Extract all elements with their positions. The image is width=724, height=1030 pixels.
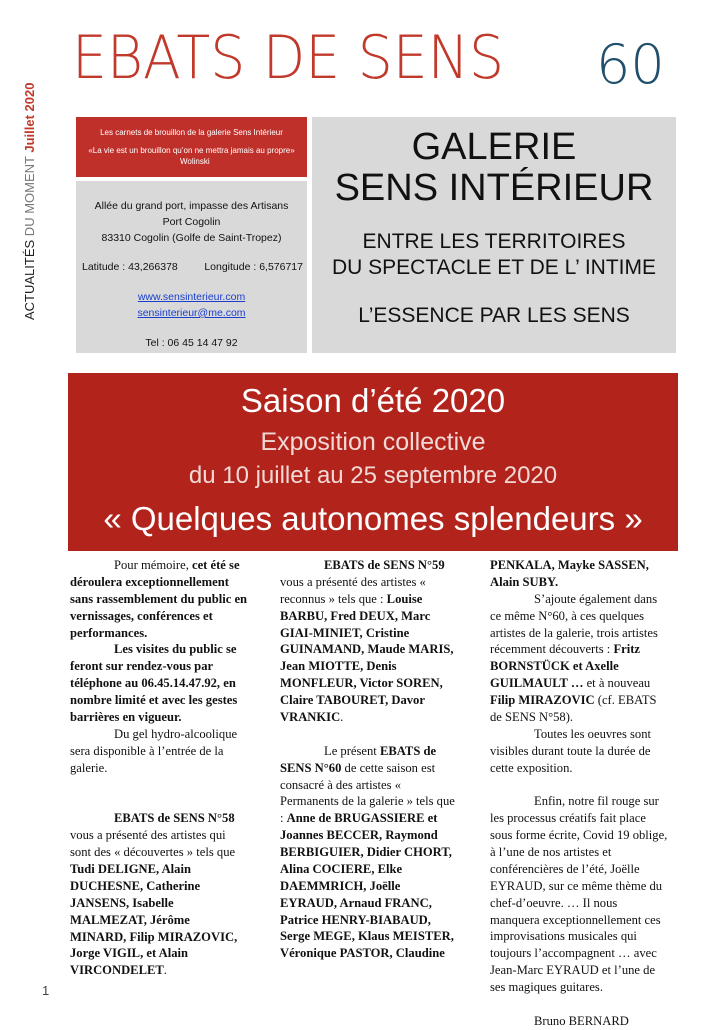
paragraph: Pour mémoire, cet été se déroulera exceptionnellement sans rassemblement du public en vernissages, conférences et performances. bbox=[70, 558, 248, 640]
quote-text: «La vie est un brouillon qu’on ne mettra jamais au propre» bbox=[88, 145, 295, 155]
coordinates bbox=[76, 260, 307, 276]
issue-number: 60 bbox=[596, 33, 665, 96]
paragraph: Le présent EBATS de SENS N°60 de cette saison est consacré à des artistes « Permanents de la galerie » tels que : Anne de BRUGASSIERE et Joannes BECCER, Raymond BERBIGUIER, Didier CHORT, Alina COCIERE, Elke DAEMMRICH, Joëlle EYRAUD, Arnaud FRANC, Patrice HENRY-BIABAUD, Serge MEGE, Klaus MEISTER, Véronique PASTOR, Claudine bbox=[280, 743, 455, 961]
side-label-sub: DU MOMENT bbox=[22, 156, 37, 237]
gallery-tagline: L’ESSENCE PAR LES SENS bbox=[358, 303, 630, 327]
gallery-title-line-1: GALERIE bbox=[411, 126, 577, 168]
paragraph: Enfin, notre fil rouge sur les processus créatifs fait place sous forme écrite, Covid 19 oblige, à l’une de nos artistes et conférencières de l’été, Joëlle EYRAUD, sur ce même thème du chef-d’oeuvre. … Il nous manquera exceptionnellement ces improvisations musicales qui toujours l’accompagnent … avec Jean-Marc EYRAUD et l’une de ses magiques guitares. bbox=[490, 794, 668, 994]
exhibition-banner bbox=[68, 373, 678, 551]
paragraph: Les visites du public se feront sur rendez-vous par téléphone au 06.45.14.47.92, en nombre limité et avec les gestes barrières en vigueur. bbox=[70, 642, 238, 724]
side-label-section: ACTUALITÉS bbox=[22, 239, 37, 320]
paragraph: Du gel hydro-alcoolique sera disponible à l’entrée de la galerie. bbox=[70, 726, 238, 775]
address-line-1: Allée du grand port, impasse des Artisans bbox=[94, 200, 289, 212]
address-line-2: Port Cogolin bbox=[162, 215, 221, 228]
banner-exhibition-name: « Quelques autonomes splendeurs » bbox=[103, 499, 643, 537]
paragraph: vous a présenté des artistes qui sont des « découvertes » tels que Tudi DELIGNE, Alain DUCHESNE, Catherine JANSENS, Isabelle MALMEZAT, Jérôme MINARD, Filip MIRAZOVIC, Jorge VIGIL, et Alain VIRCONDELET. bbox=[70, 828, 238, 978]
paragraph: Toutes les oeuvres sont visibles durant toute la durée de cette exposition. bbox=[490, 726, 651, 775]
paragraph: EBATS de SENS N°59 bbox=[324, 558, 445, 572]
gallery-subtitle-line-1: ENTRE LES TERRITOIRES bbox=[362, 230, 626, 254]
banner-exhibition: Exposition collective bbox=[260, 427, 486, 456]
article-column-1 bbox=[70, 557, 248, 979]
email-link[interactable]: sensinterieur@me.com bbox=[137, 306, 246, 319]
gallery-box bbox=[312, 117, 676, 353]
latitude: Latitude : 43,266378 bbox=[82, 261, 178, 274]
quote-author: Wolinski bbox=[180, 157, 210, 167]
quote-box-quote bbox=[76, 145, 307, 168]
contact-box bbox=[76, 181, 307, 353]
phone: Tel : 06 45 14 47 92 bbox=[145, 336, 238, 349]
address-line-3: 83310 Cogolin (Golfe de Saint-Tropez) bbox=[101, 231, 282, 244]
quote-box-intro: Les carnets de brouillon de la galerie Sens Intérieur bbox=[100, 128, 283, 137]
banner-dates: du 10 juillet au 25 septembre 2020 bbox=[188, 461, 558, 489]
article-column-2 bbox=[280, 557, 458, 962]
quote-box bbox=[76, 117, 307, 177]
signature: Bruno BERNARD bbox=[534, 1013, 629, 1028]
paragraph: vous a présenté des artistes « reconnus » tels que : Louise BARBU, Fred DEUX, Marc GIAI-MINIET, Cristine GUINAMAND, Maude MARIS, Jean MIOTTE, Denis MONFLEUR, Victor SOREN, Claire TABOURET, Davor VRANKIC. bbox=[280, 574, 454, 724]
website-link[interactable]: www.sensinterieur.com bbox=[137, 291, 246, 303]
longitude: Longitude : 6,576717 bbox=[204, 261, 303, 274]
article-column-3 bbox=[490, 557, 668, 1030]
side-label bbox=[22, 83, 37, 320]
page-number: 1 bbox=[42, 983, 50, 998]
side-label-date: Juillet 2020 bbox=[22, 82, 37, 153]
gallery-title bbox=[312, 127, 676, 209]
gallery-subtitle-line-2: DU SPECTACLE ET DE L’ INTIME bbox=[331, 256, 656, 280]
gallery-subtitle bbox=[312, 229, 676, 282]
paragraph: EBATS de SENS N°58 bbox=[114, 811, 235, 826]
gallery-title-line-2: SENS INTÉRIEUR bbox=[334, 167, 654, 210]
paragraph: PENKALA, Mayke SASSEN, Alain SUBY. bbox=[490, 558, 649, 589]
banner-season: Saison d’été 2020 bbox=[240, 382, 506, 419]
masthead-title: EBATS DE SENS bbox=[72, 23, 504, 93]
paragraph: S’ajoute également dans ce même N°60, à ces quelques artistes de la galerie, trois artistes récemment découverts : Fritz BORNSTÜCK et Axelle GUILMAULT … et à nouveau Filip MIRAZOVIC (cf. EBATS de SENS N°58). bbox=[490, 591, 658, 724]
